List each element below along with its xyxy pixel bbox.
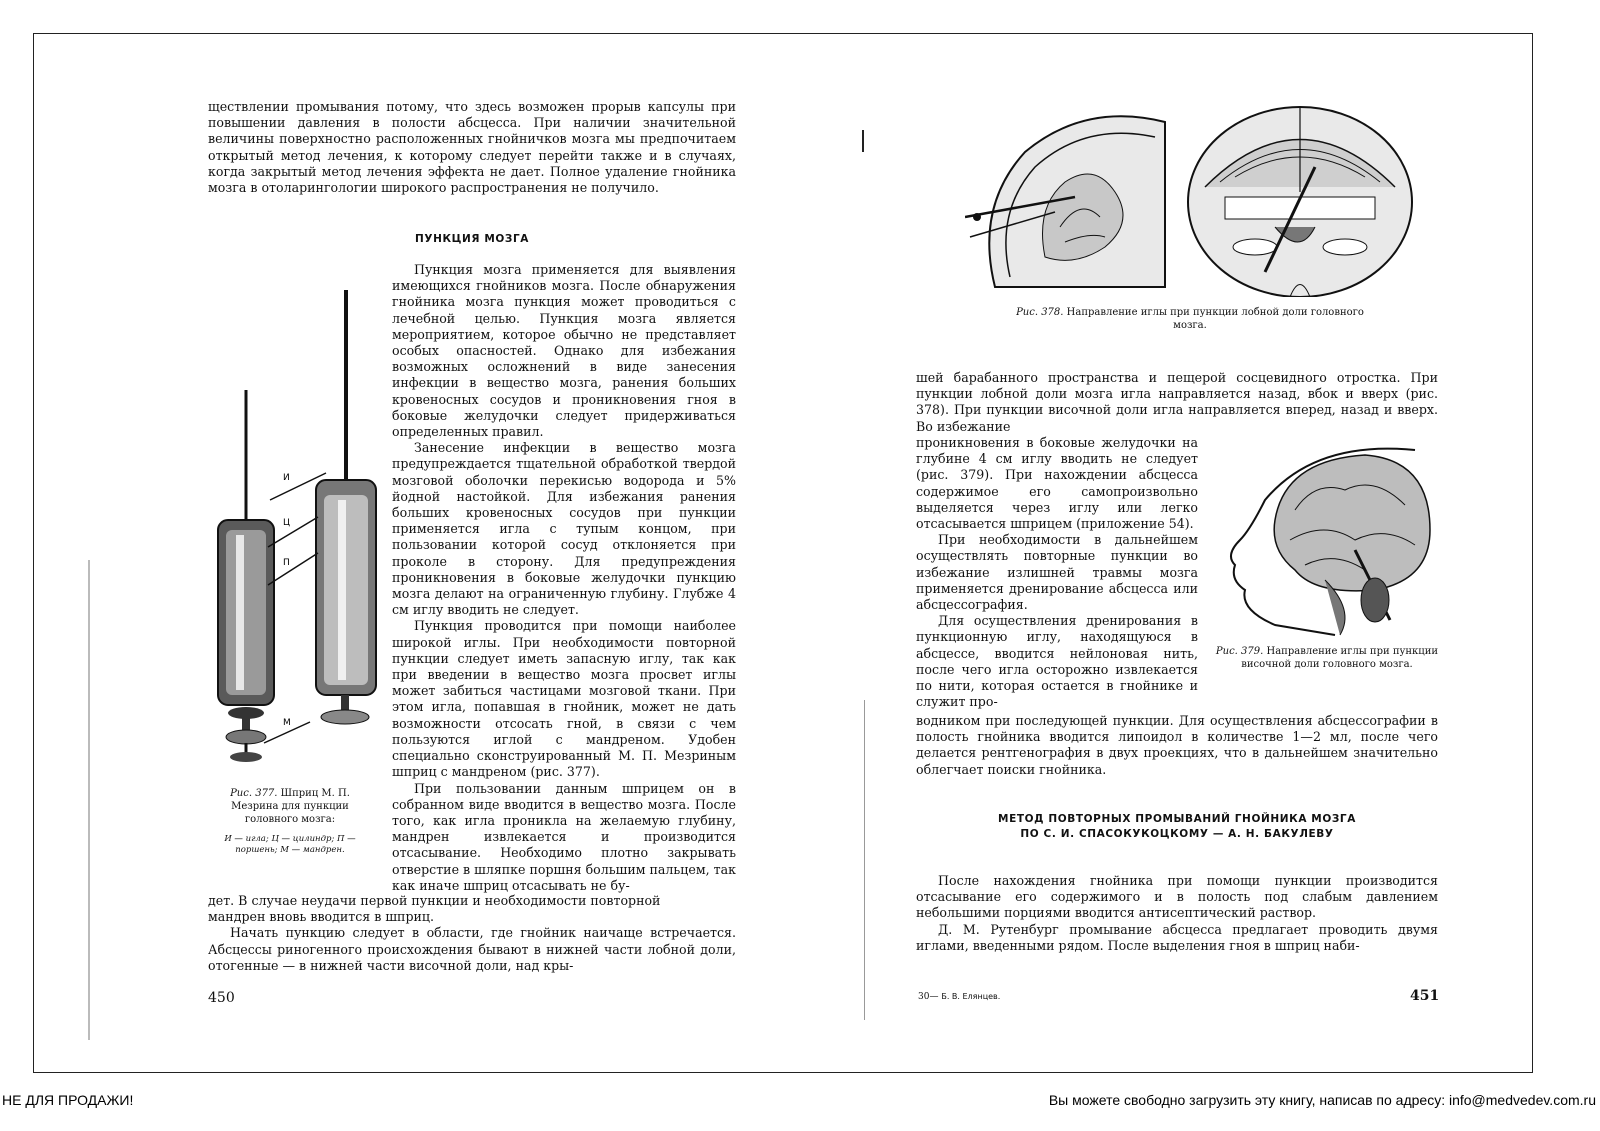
- printer-signature: [918, 992, 1000, 1002]
- paragraph-text: водником при последующей пункции. Для осуществления абсцессографии в полость гнойника вводится липоидол в количестве 1—2 мл, после чего делается рентгенография в двух проекциях, что в дальнейшем значительно облегчает поиски гнойника.: [916, 713, 1438, 777]
- left-continuation: [208, 893, 736, 974]
- footer-not-for-sale: НЕ ДЛЯ ПРОДАЖИ!: [2, 1092, 134, 1108]
- signature-author: Б. В. Елянцев.: [941, 992, 1001, 1001]
- figure-377-label: Рис. 377.: [230, 788, 278, 799]
- section-title-repeated-washing: [916, 812, 1438, 842]
- section-title-line-1: МЕТОД ПОВТОРНЫХ ПРОМЫВАНИЙ ГНОЙНИКА МОЗГА: [998, 813, 1356, 825]
- paragraph-text: Д. М. Рутенбург промывание абсцесса предлагает проводить двумя иглами, введенными рядом. После выделения гноя в шприц наби-: [916, 921, 1438, 953]
- figure-379-temporal-puncture-illustration: [1215, 440, 1445, 640]
- figure-378-caption-text: Направление иглы при пункции лобной доли головного мозга.: [1066, 307, 1364, 331]
- scan-artifact-line: [862, 130, 864, 152]
- paragraph-text: проникновения в боковые желудочки на глубине 4 см иглу вводить не следует (рис. 379). При нахождении абсцесса содержимое его самопроизвольно выделяется через иглу или легко отсасывается шприцем (приложение 54).: [916, 435, 1198, 532]
- scan-artifact-line: [88, 560, 90, 1040]
- paragraph-text: При пользовании данным шприцем он в собранном виде вводится в вещество мозга. После того, как игла проникла на желаемую глубину, мандрен извлекается и производится отсасывание. Необходимо плотно закрывать отверстие в шляпке поршня большим пальцем, так как иначе шприц отсасывать не бу-: [392, 780, 736, 893]
- left-intro-paragraph: [208, 99, 736, 196]
- right-paragraph-full: [916, 370, 1438, 435]
- last-paragraph: Начать пункцию следует в области, где гнойник наичаще встречается. Абсцессы риногенного происхождения бывают в нижней части лобной доли, отогенные — в нижней части височной доли, над кры-: [208, 925, 736, 973]
- footer-download-notice: Вы можете свободно загрузить эту книгу, написав по адресу: info@medvedev.com.ru: [1048, 1092, 1596, 1108]
- right-final-paragraphs: [916, 873, 1438, 954]
- figure-378-frontal-puncture-illustration: [965, 97, 1420, 297]
- paragraph-text: Пункция мозга применяется для выявления имеющихся гнойников мозга. После обнаружения гнойника мозга пункция может проводиться с лечебной целью. Пункция мозга является мероприятием, которое обычно не представляет особых опасностей. Однако для избежания возможных осложнений в виде занесения инфекции в вещество мозга, ранения больших кровеносных сосудов и проникновения гноя в боковые желудочки следует придерживаться определенных правил.: [392, 262, 736, 440]
- paragraph-text: шей барабанного пространства и пещерой сосцевидного отростка. При пункции лобной доли мозга игла направляется назад, вбок и вверх (рис. 378). При пункции височной доли игла направляется вперед, назад и вверх. Во избежание: [916, 370, 1438, 434]
- figure-378-label: Рис. 378.: [1016, 307, 1064, 318]
- figure-378-caption: [1000, 306, 1380, 332]
- scan-artifact-line: [864, 700, 865, 1020]
- page-number-right: 451: [1410, 988, 1440, 1004]
- right-paragraph-after-figure: [916, 713, 1438, 778]
- figure-377-legend: И — игла; Ц — цилиндр; П — поршень; М — мандрен.: [224, 834, 356, 855]
- figure-379-label: Рис. 379.: [1215, 646, 1264, 657]
- section-title-line-2: ПО С. И. СПАСОКУКОЦКОМУ — А. Н. БАКУЛЕВУ: [1020, 828, 1334, 840]
- section-title-puncture: ПУНКЦИЯ МОЗГА: [415, 233, 529, 245]
- paragraph-text: Для осуществления дренирования в пункционную иглу, находящуюся в абсцессе, вводится нейлоновая нить, после чего игла осторожно извлекается по нити, которая остается в гнойнике и служит про-: [916, 613, 1198, 710]
- figure-377-caption-text: Шприц М. П. Мезрина для пункции головного мозга:: [231, 788, 350, 825]
- figure-379-caption-text: Направление иглы при пункции височной доли головного мозга.: [1241, 646, 1439, 670]
- figure-379-caption: [1212, 645, 1442, 671]
- paragraph-text: После нахождения гнойника при помощи пункции производится отсасывание его содержимого и в полость под слабым давлением небольшими порциями вводится антисептический раствор.: [916, 873, 1438, 921]
- page-number-left: 450: [208, 990, 235, 1006]
- figure-letter-mandrel: М: [283, 718, 291, 728]
- paragraph-text: Занесение инфекции в вещество мозга предупреждается тщательной обработкой твердой мозговой оболочки перекисью водорода и 5% йодной настойкой. Для избежания ранения больших кровеносных сосудов при пункции применяется игла с тупым концом, при пользовании которой сосуд отклоняется при проколе в сторону. Для предупреждения проникновения в боковые желудочки пункцию мозга делают на ограниченную глубину. Глубже 4 см иглу вводить не следует.: [392, 440, 736, 618]
- figure-377-caption: [210, 787, 370, 856]
- left-column-beside-figure: [392, 262, 736, 894]
- right-column-beside-figure: [916, 435, 1198, 710]
- figure-letter-plunger: П: [283, 558, 290, 568]
- continuation-rest: мандрен вновь вводится в шприц.: [208, 909, 435, 925]
- signature-mark: 30—: [918, 992, 939, 1002]
- intro-text: ществлении промывания потому, что здесь возможен прорыв капсулы при повышении давления в полости абсцесса. При наличии значительной величины поверхностно расположенных гнойничков мозга мы предпочитаем открытый метод лечения, к которому следует перейти также и в случаях, когда закрытый метод лечения эффекта не дает. Полное удаление гнойника мозга в отоларингологии широкого распространения не получило.: [208, 99, 736, 196]
- paragraph-text: Пункция проводится при помощи наиболее широкой иглы. При необходимости повторной пункции следует иметь запасную иглу, так как при введении в вещество мозга просвет иглы может забиться частицами мозговой ткани. При этом игла, попавшая в гнойник, может не дать возможности отсосать гной, в связи с чем пользуются иглой с мандреном. Удобен специально сконструированный М. П. Мезриным шприц с мандреном (рис. 377).: [392, 618, 736, 780]
- figure-letter-cylinder: Ц: [283, 518, 290, 528]
- continuation-line: дет. В случае неудачи первой пункции и необходимости повторной: [208, 893, 661, 908]
- paragraph-text: При необходимости в дальнейшем осуществлять повторные пункции во избежание излишней травмы мозга применяется дренирование абсцесса или абсцессография.: [916, 532, 1198, 613]
- figure-377-syringe-illustration: [198, 285, 388, 775]
- figure-letter-needle: И: [283, 473, 290, 483]
